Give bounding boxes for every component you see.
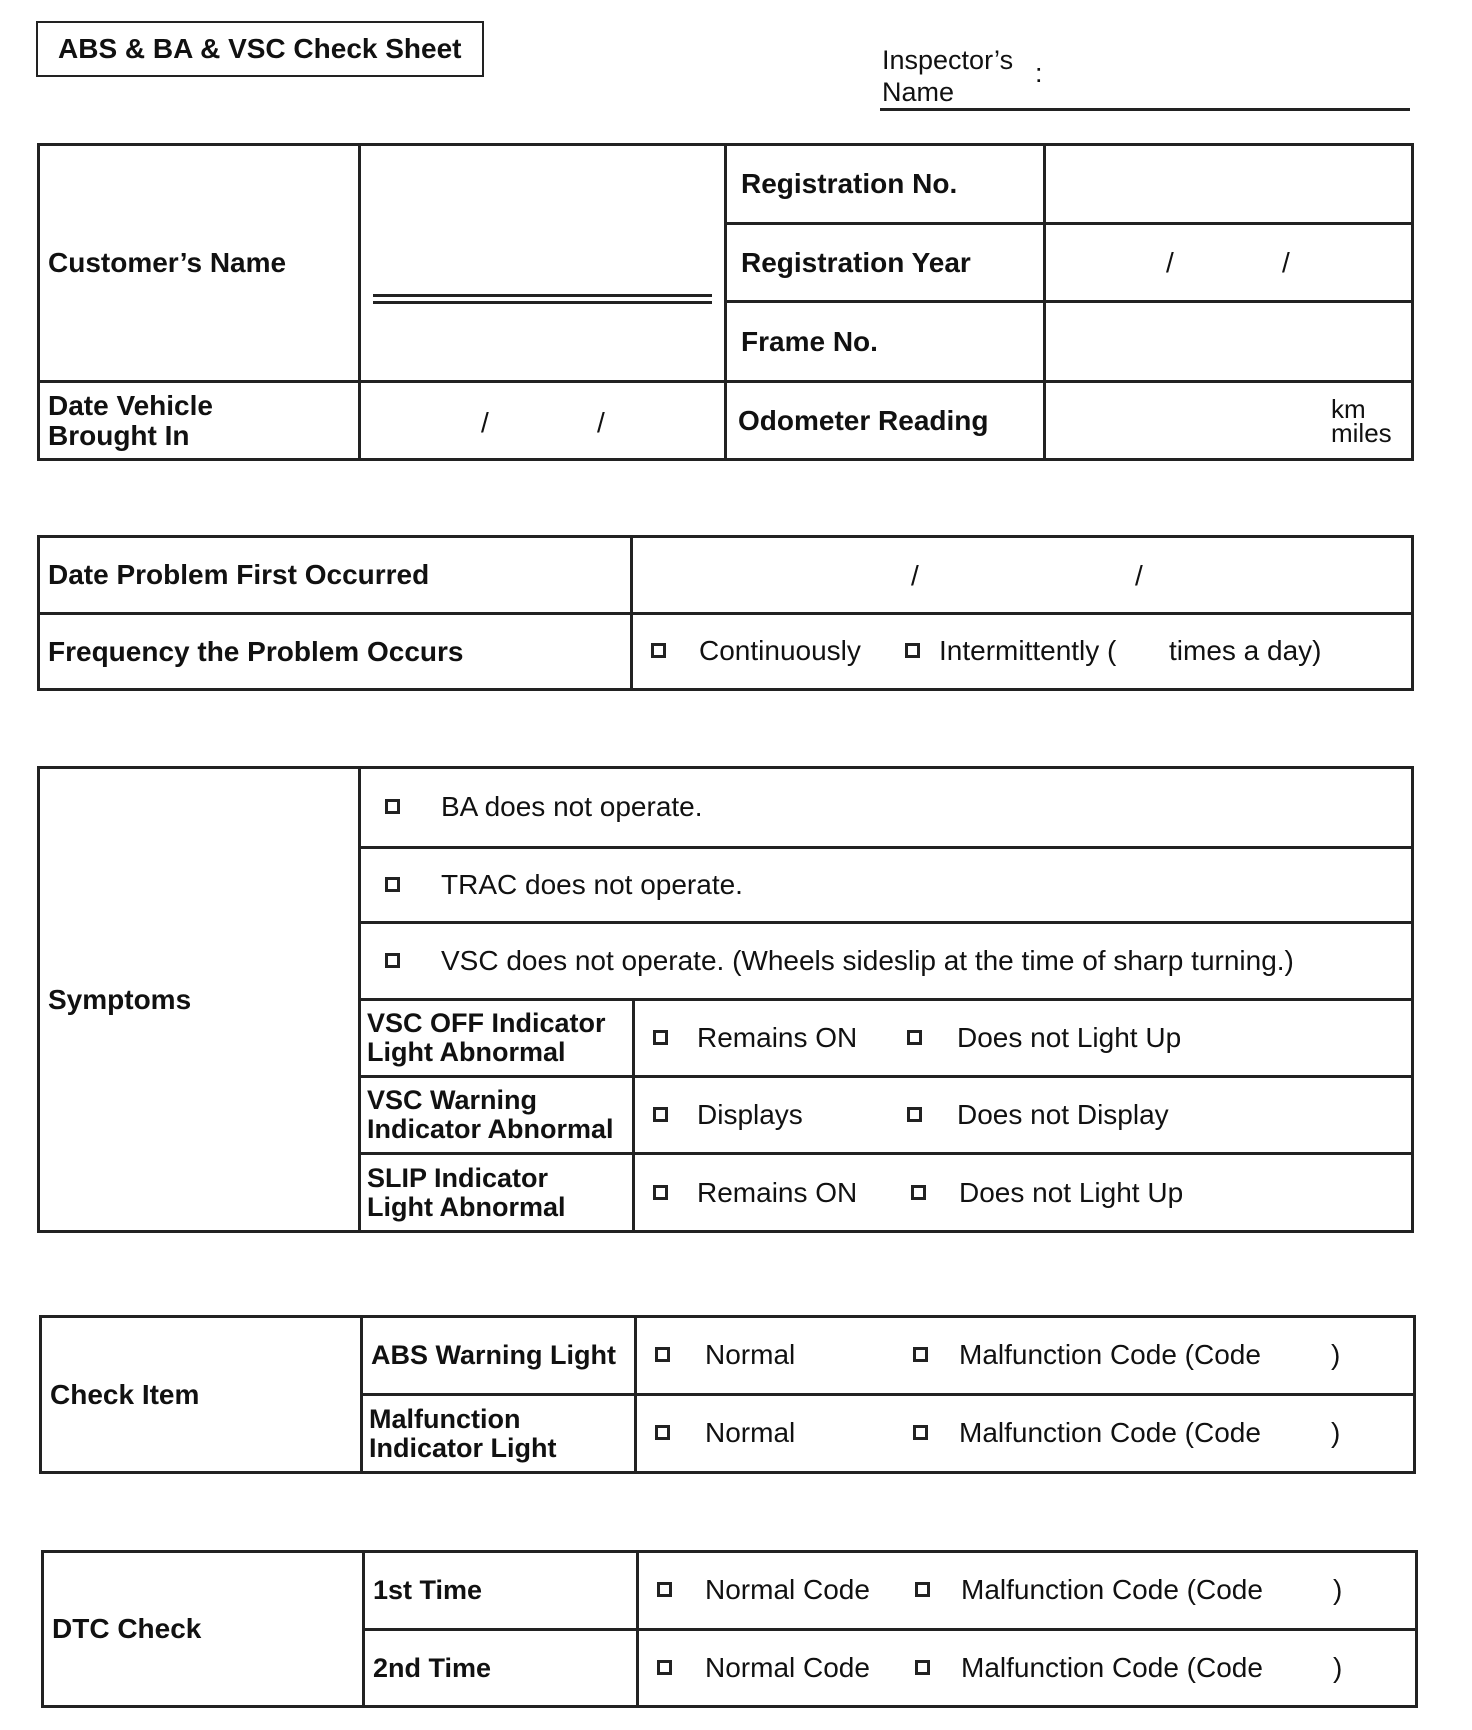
dtc1-normal-checkbox[interactable] (657, 1582, 672, 1597)
slip-line1: SLIP Indicator (367, 1162, 549, 1193)
dtc-first-options (638, 1552, 1417, 1630)
continuously-label: Continuously (699, 635, 861, 666)
dtc1-malfunction-checkbox[interactable] (915, 1582, 930, 1597)
slip-remains-on-checkbox[interactable] (653, 1185, 668, 1200)
slip-options (634, 1154, 1413, 1232)
trac-label: TRAC does not operate. (441, 869, 743, 900)
mil-line2: Indicator Light (369, 1432, 557, 1463)
date-problem-first-field[interactable] (632, 537, 1413, 614)
does-not-display-label: Does not Display (957, 1099, 1169, 1130)
vsc-warning-displays-checkbox[interactable] (653, 1107, 668, 1122)
abs-warning-light-label: ABS Warning Light (362, 1317, 636, 1395)
normal-code-label: Normal Code (705, 1652, 870, 1683)
date-problem-first-label: Date Problem First Occurred (39, 537, 632, 614)
continuously-checkbox[interactable] (651, 643, 666, 658)
customer-name-underline (373, 294, 712, 304)
frequency-label: Frequency the Problem Occurs (39, 614, 632, 690)
times-a-day-label: times a day) (1169, 635, 1322, 666)
inspector-colon: : (1035, 58, 1043, 88)
normal-label: Normal (705, 1417, 796, 1448)
customer-name-label: Customer’s Name (39, 145, 360, 382)
dtc2-malfunction-checkbox[interactable] (915, 1660, 930, 1675)
slip-line2: Light Abnormal (367, 1191, 566, 1222)
unit-km: km (1331, 394, 1366, 424)
symptoms-table (37, 766, 1414, 1233)
frame-no-label: Frame No. (726, 302, 1045, 382)
date-slash: / (481, 407, 489, 438)
ba-checkbox[interactable] (385, 799, 400, 814)
does-not-light-up-label: Does not Light Up (959, 1177, 1184, 1208)
malfunction-code-label: Malfunction Code (Code (959, 1339, 1261, 1370)
malfunction-code-label: Malfunction Code (Code (959, 1417, 1261, 1448)
date-slash: / (597, 407, 605, 438)
date-brought-in-line2: Brought In (48, 419, 190, 451)
does-not-light-up-label: Does not Light Up (957, 1022, 1182, 1053)
trac-checkbox[interactable] (385, 877, 400, 892)
abs-normal-checkbox[interactable] (655, 1347, 670, 1362)
vsc-off-indicator-label (360, 1000, 634, 1077)
odometer-field[interactable] (1045, 382, 1413, 460)
frequency-options (632, 614, 1413, 690)
registration-year-label: Registration Year (726, 224, 1045, 302)
mil-malfunction-checkbox[interactable] (913, 1425, 928, 1440)
registration-year-field[interactable] (1045, 224, 1413, 302)
date-slash: / (1135, 560, 1143, 591)
dtc-check-table (41, 1550, 1418, 1708)
odometer-label: Odometer Reading (726, 382, 1045, 460)
check-item-table (39, 1315, 1416, 1474)
date-slash: / (1166, 247, 1174, 278)
vsc-warning-not-display-checkbox[interactable] (907, 1107, 922, 1122)
vsc-off-line1: VSC OFF Indicator (367, 1008, 606, 1038)
dtc-second-time-label: 2nd Time (364, 1630, 638, 1707)
malfunction-indicator-light-label (362, 1395, 636, 1473)
vsc-label: VSC does not operate. (Wheels sideslip at the time of sharp turning.) (441, 945, 1294, 976)
close-paren: ) (1333, 1652, 1343, 1683)
remains-on-label: Remains ON (697, 1177, 858, 1208)
registration-no-field[interactable] (1045, 145, 1413, 224)
vsc-off-remains-on-checkbox[interactable] (653, 1030, 668, 1045)
date-slash: / (911, 560, 919, 591)
abs-warning-options (636, 1317, 1415, 1395)
mil-normal-checkbox[interactable] (655, 1425, 670, 1440)
customer-name-field[interactable] (360, 145, 726, 382)
problem-occurrence-table (37, 535, 1414, 691)
vehicle-info-table (37, 143, 1414, 461)
dtc-second-options (638, 1630, 1417, 1707)
unit-miles: miles (1331, 418, 1392, 448)
date-brought-in-field[interactable] (360, 382, 726, 460)
vsc-off-options (634, 1000, 1413, 1077)
normal-label: Normal (705, 1339, 796, 1370)
displays-label: Displays (697, 1099, 803, 1130)
abs-malfunction-checkbox[interactable] (913, 1347, 928, 1362)
date-brought-in-label (39, 382, 360, 460)
normal-code-label: Normal Code (705, 1574, 870, 1605)
dtc2-normal-checkbox[interactable] (657, 1660, 672, 1675)
symptom-vsc-row (360, 923, 1413, 1000)
close-paren: ) (1333, 1574, 1343, 1605)
remains-on-label: Remains ON (697, 1022, 858, 1053)
intermittently-label: Intermittently ( (939, 635, 1117, 666)
dtc-check-label: DTC Check (43, 1552, 364, 1707)
dtc-first-time-label: 1st Time (364, 1552, 638, 1630)
mil-line1: Malfunction (369, 1403, 521, 1434)
close-paren: ) (1331, 1339, 1341, 1370)
vsc-warn-line1: VSC Warning (367, 1085, 538, 1115)
mil-options (636, 1395, 1415, 1473)
close-paren: ) (1331, 1417, 1341, 1448)
vsc-off-line2: Light Abnormal (367, 1037, 566, 1067)
vsc-off-not-light-checkbox[interactable] (907, 1030, 922, 1045)
sheet-title: ABS & BA & VSC Check Sheet (36, 21, 484, 77)
date-brought-in-line1: Date Vehicle (48, 389, 213, 421)
check-item-label: Check Item (41, 1317, 362, 1473)
intermittently-checkbox[interactable] (905, 643, 920, 658)
malfunction-code-label: Malfunction Code (Code (961, 1574, 1263, 1605)
frame-no-field[interactable] (1045, 302, 1413, 382)
vsc-warn-line2: Indicator Abnormal (367, 1114, 614, 1144)
malfunction-code-label: Malfunction Code (Code (961, 1652, 1263, 1683)
slip-not-light-checkbox[interactable] (911, 1185, 926, 1200)
vsc-warning-options (634, 1077, 1413, 1154)
inspector-label-line1: Inspector’s (882, 45, 1014, 75)
slip-indicator-label (360, 1154, 634, 1232)
inspector-name-field[interactable] (880, 108, 1410, 111)
symptoms-label: Symptoms (39, 768, 360, 1232)
vsc-checkbox[interactable] (385, 953, 400, 968)
ba-label: BA does not operate. (441, 791, 703, 822)
date-slash: / (1282, 247, 1290, 278)
symptom-ba-row (360, 768, 1413, 848)
inspector-label-line2: Name (882, 77, 955, 107)
registration-no-label: Registration No. (726, 145, 1045, 224)
symptom-trac-row (360, 848, 1413, 923)
vsc-warning-indicator-label (360, 1077, 634, 1154)
inspector-name-label (882, 44, 1013, 108)
